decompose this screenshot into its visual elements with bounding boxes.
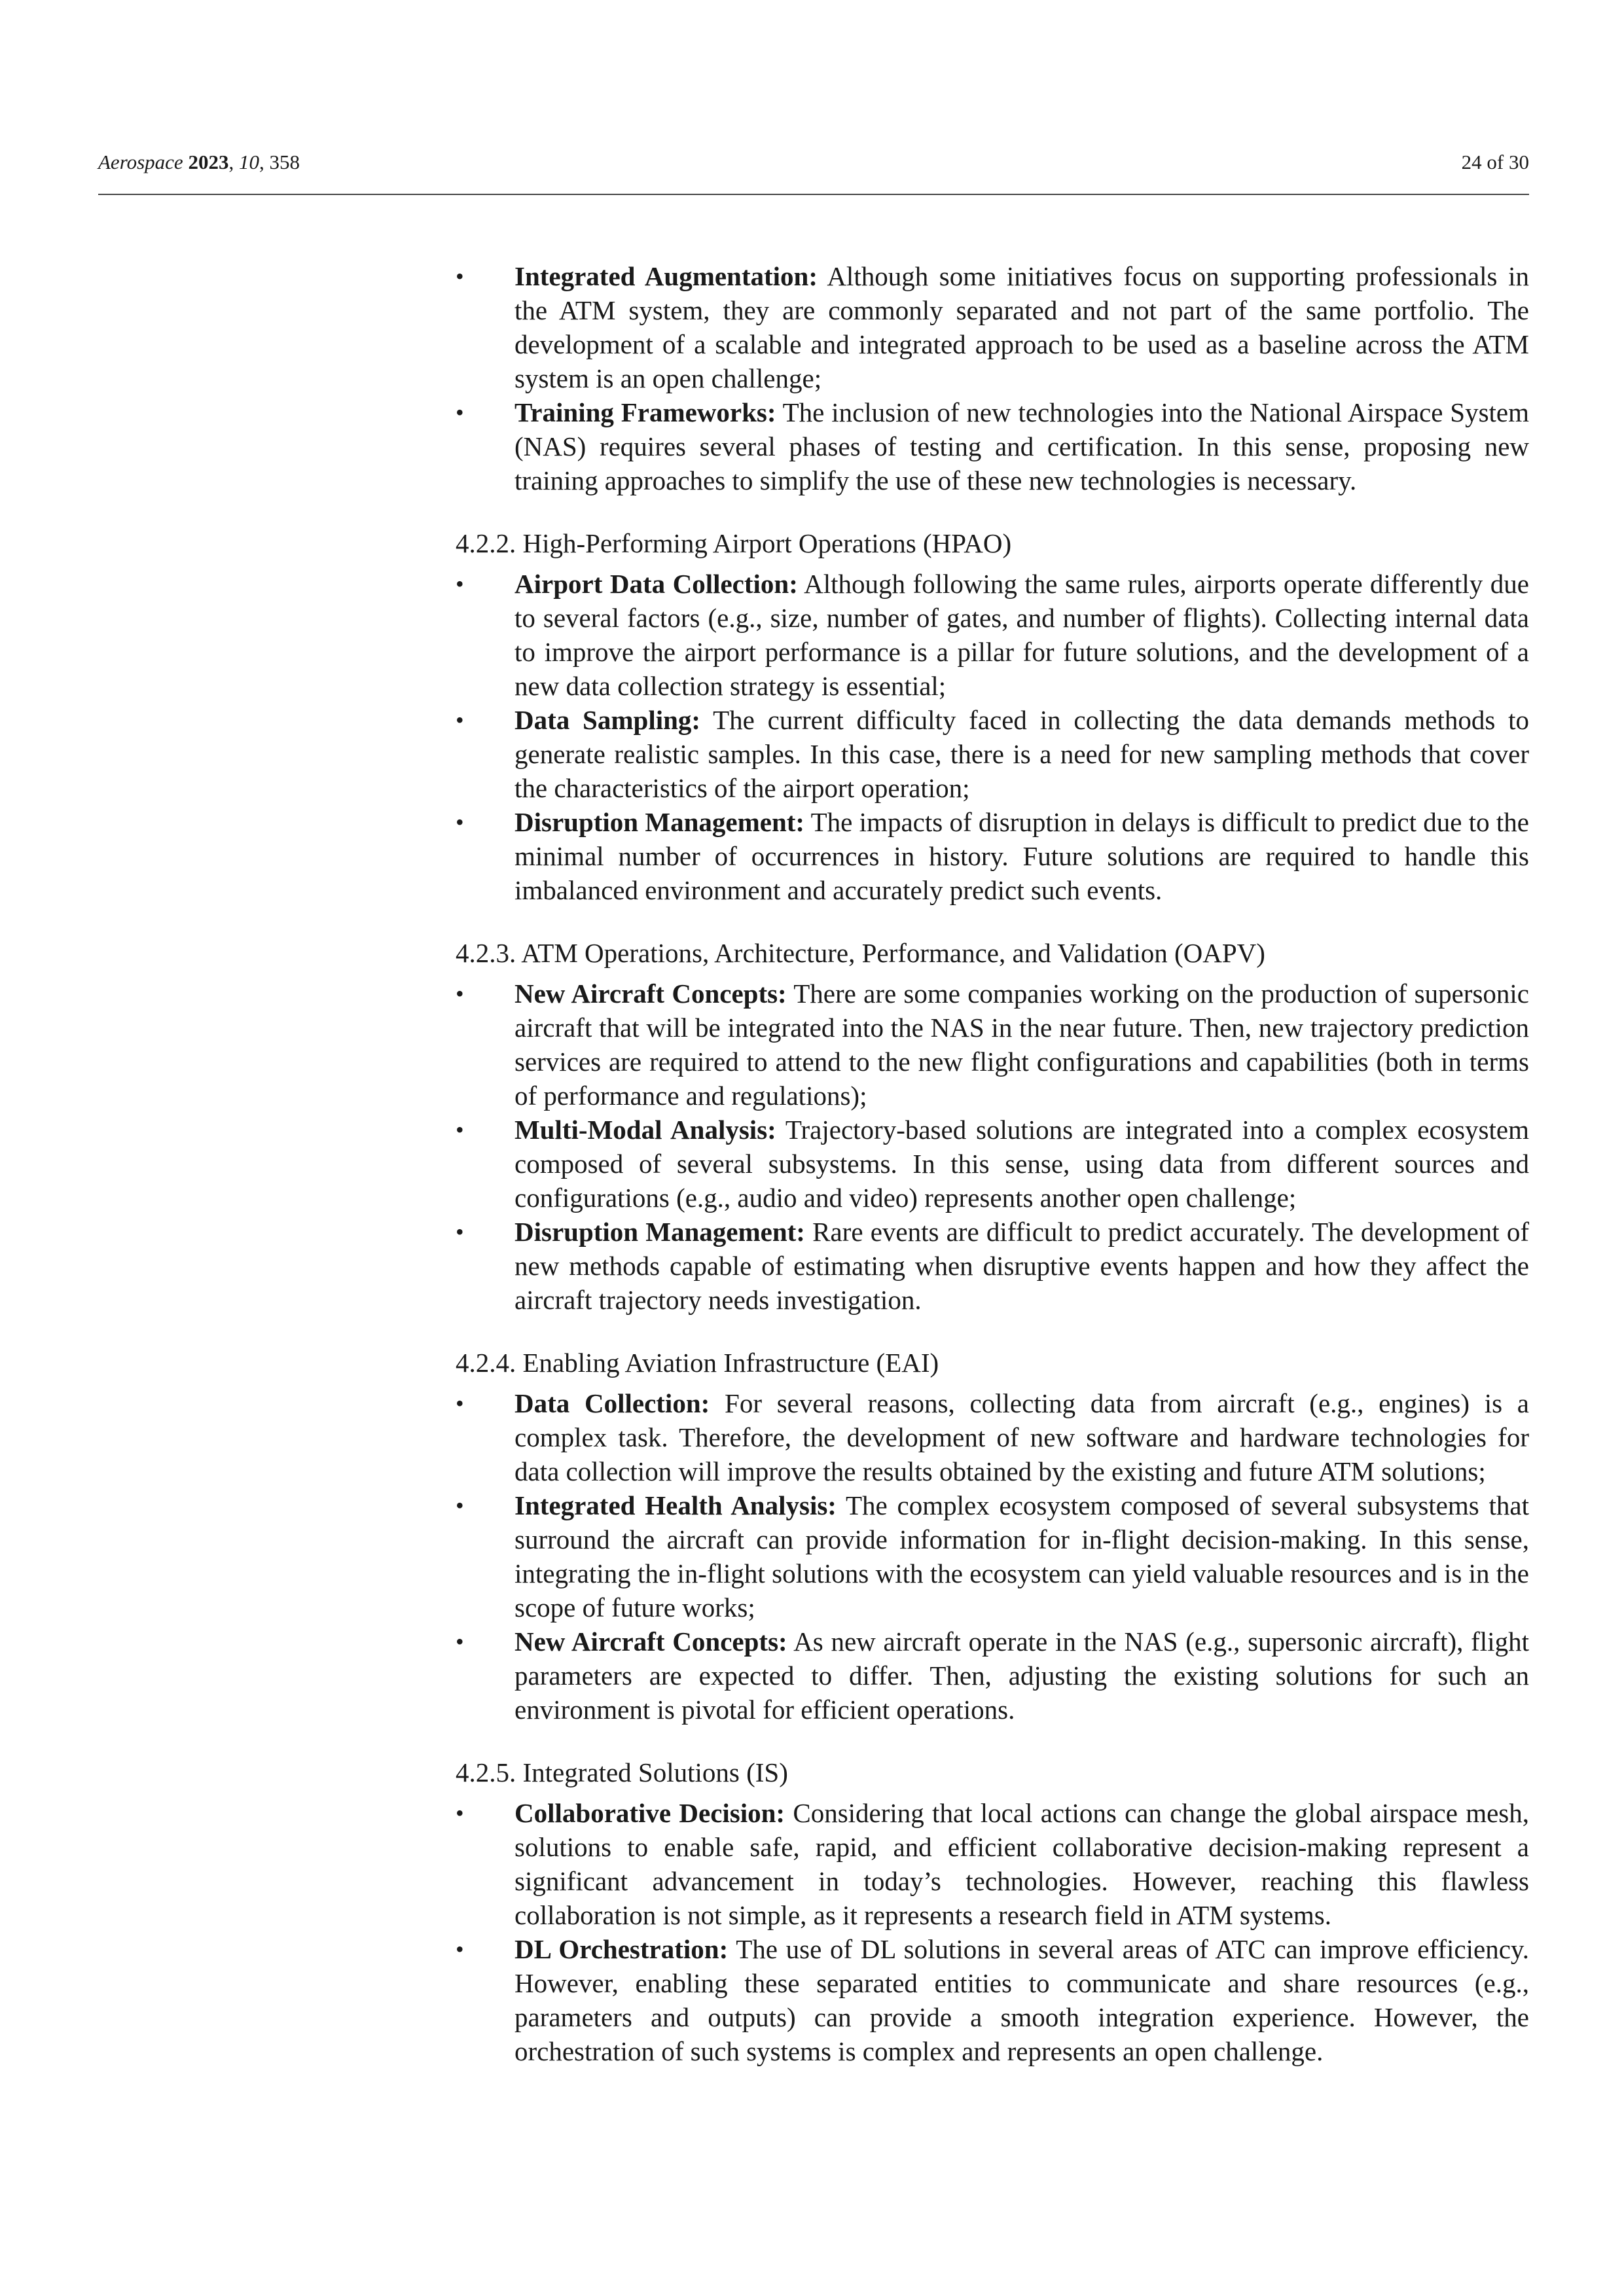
journal-volume: 10 <box>238 151 259 173</box>
journal-name: Aerospace <box>98 151 183 173</box>
list-item <box>456 259 1529 395</box>
list-item <box>456 805 1529 907</box>
section-list <box>456 1796 1529 2068</box>
citation: Aerospace 2023, 10, 358 <box>98 151 300 173</box>
bullet-icon: • <box>456 809 464 835</box>
bullet-icon: • <box>456 1800 464 1826</box>
list-item <box>456 1796 1529 1932</box>
section-list <box>456 1386 1529 1727</box>
item-text: Although following the same rules, airports operate differently due to several factors (e.g., size, number of gates, and number of flights). Collecting internal data to improve the airport performance is a pillar for future solutions, and the development of a new data collection strategy is essential; <box>514 569 1529 701</box>
item-text: The complex ecosystem composed of several subsystems that surround the aircraft can provide information for in-flight decision-making. In this sense, integrating the in-flight solutions with the ecosystem can yield valuable resources and is in the scope of future works; <box>514 1490 1529 1623</box>
item-text: As new aircraft operate in the NAS (e.g., supersonic aircraft), flight parameters are expected to differ. Then, adjusting the existing solutions for such an environment is pivotal for efficient operations. <box>514 1626 1529 1725</box>
bullet-icon: • <box>456 1492 464 1518</box>
bullet-icon: • <box>456 1390 464 1416</box>
list-item <box>456 1215 1529 1317</box>
item-title: DL Orchestration: <box>514 1934 729 1964</box>
item-title: Collaborative Decision: <box>514 1798 785 1828</box>
journal-year: 2023 <box>188 151 229 173</box>
list-item <box>456 1624 1529 1727</box>
item-title: New Aircraft Concepts: <box>514 1626 787 1657</box>
bullet-icon: • <box>456 980 464 1007</box>
item-text: The impacts of disruption in delays is difficult to predict due to the minimal number of occurrences in history. Future solutions are required to handle this imbalanced environment and accurately predict such events. <box>514 807 1530 905</box>
item-title: Integrated Health Analysis: <box>514 1490 837 1520</box>
item-title: Integrated Augmentation: <box>514 261 818 291</box>
bullet-icon: • <box>456 1936 464 1962</box>
list-item <box>456 395 1529 497</box>
item-text: Although some initiatives focus on supporting professionals in the ATM system, they are commonly separated and not part of the same portfolio. The development of a scalable and integrated approach to be used as a baseline across the ATM system is an open challenge; <box>514 261 1529 393</box>
bullet-icon: • <box>456 571 464 597</box>
section-heading: 4.2.3. ATM Operations, Architecture, Performance, and Validation (OAPV) <box>456 938 1265 968</box>
page-body <box>456 259 1529 2068</box>
item-title: Airport Data Collection: <box>514 569 798 599</box>
item-text: The current difficulty faced in collecting the data demands methods to generate realistic samples. In this case, there is a need for new sampling methods that cover the characteristics of the airport operation; <box>514 705 1529 803</box>
item-title: Data Collection: <box>514 1388 710 1418</box>
article-number: 358 <box>269 151 300 173</box>
item-title: Disruption Management: <box>514 1217 805 1247</box>
bullet-icon: • <box>456 1219 464 1245</box>
bullet-icon: • <box>456 1628 464 1655</box>
list-item <box>456 977 1529 1113</box>
page-number: 24 of 30 <box>1461 151 1529 173</box>
item-text: Trajectory-based solutions are integrated into a complex ecosystem composed of several subsystems. In this sense, using data from different sources and configurations (e.g., audio and video) represents another open challenge; <box>514 1115 1529 1213</box>
section-list <box>456 567 1529 907</box>
bullet-icon: • <box>456 399 464 425</box>
item-title: Multi-Modal Analysis: <box>514 1115 776 1145</box>
intro-list <box>456 259 1529 497</box>
item-title: Training Frameworks: <box>514 397 776 427</box>
list-item <box>456 1932 1529 2068</box>
item-text: The use of DL solutions in several areas of ATC can improve efficiency. However, enabling these separated entities to communicate and share resources (e.g., parameters and outputs) can provide a smooth integration experience. However, the orchestration of such systems is complex and represents an open challenge. <box>514 1934 1529 2066</box>
list-item <box>456 1386 1529 1488</box>
section-heading: 4.2.4. Enabling Aviation Infrastructure (EAI) <box>456 1348 939 1378</box>
item-text: There are some companies working on the production of supersonic aircraft that will be integrated into the NAS in the near future. Then, new trajectory prediction services are required to attend to the new flight configurations and capabilities (both in terms of performance and regulations); <box>514 978 1530 1111</box>
bullet-icon: • <box>456 263 464 289</box>
section-heading: 4.2.2. High-Performing Airport Operations (HPAO) <box>456 528 1012 558</box>
section-heading: 4.2.5. Integrated Solutions (IS) <box>456 1757 788 1787</box>
section-list <box>456 977 1529 1317</box>
item-text: Rare events are difficult to predict accurately. The development of new methods capable of estimating when disruptive events happen and how they affect the aircraft trajectory needs investigation. <box>514 1217 1529 1315</box>
bullet-icon: • <box>456 1117 464 1143</box>
item-text: For several reasons, collecting data from aircraft (e.g., engines) is a complex task. Therefore, the development of new software and hardware technologies for data collection will improve the results obtained by the existing and future ATM solutions; <box>514 1388 1530 1486</box>
item-title: New Aircraft Concepts: <box>514 978 787 1009</box>
item-text: Considering that local actions can change the global airspace mesh, solutions to enable safe, rapid, and efficient collaborative decision-making represent a significant advancement in today’s technologies. However, reaching this flawless collaboration is not simple, as it represents a research field in ATM systems. <box>514 1798 1530 1930</box>
list-item <box>456 703 1529 805</box>
list-item <box>456 1113 1529 1215</box>
page-header <box>98 148 1529 195</box>
list-item <box>456 567 1529 703</box>
item-title: Disruption Management: <box>514 807 805 837</box>
item-text: The inclusion of new technologies into the National Airspace System (NAS) requires several phases of testing and certification. In this sense, proposing new training approaches to simplify the use of these new technologies is necessary. <box>514 397 1530 495</box>
item-title: Data Sampling: <box>514 705 701 735</box>
list-item <box>456 1488 1529 1624</box>
bullet-icon: • <box>456 707 464 733</box>
